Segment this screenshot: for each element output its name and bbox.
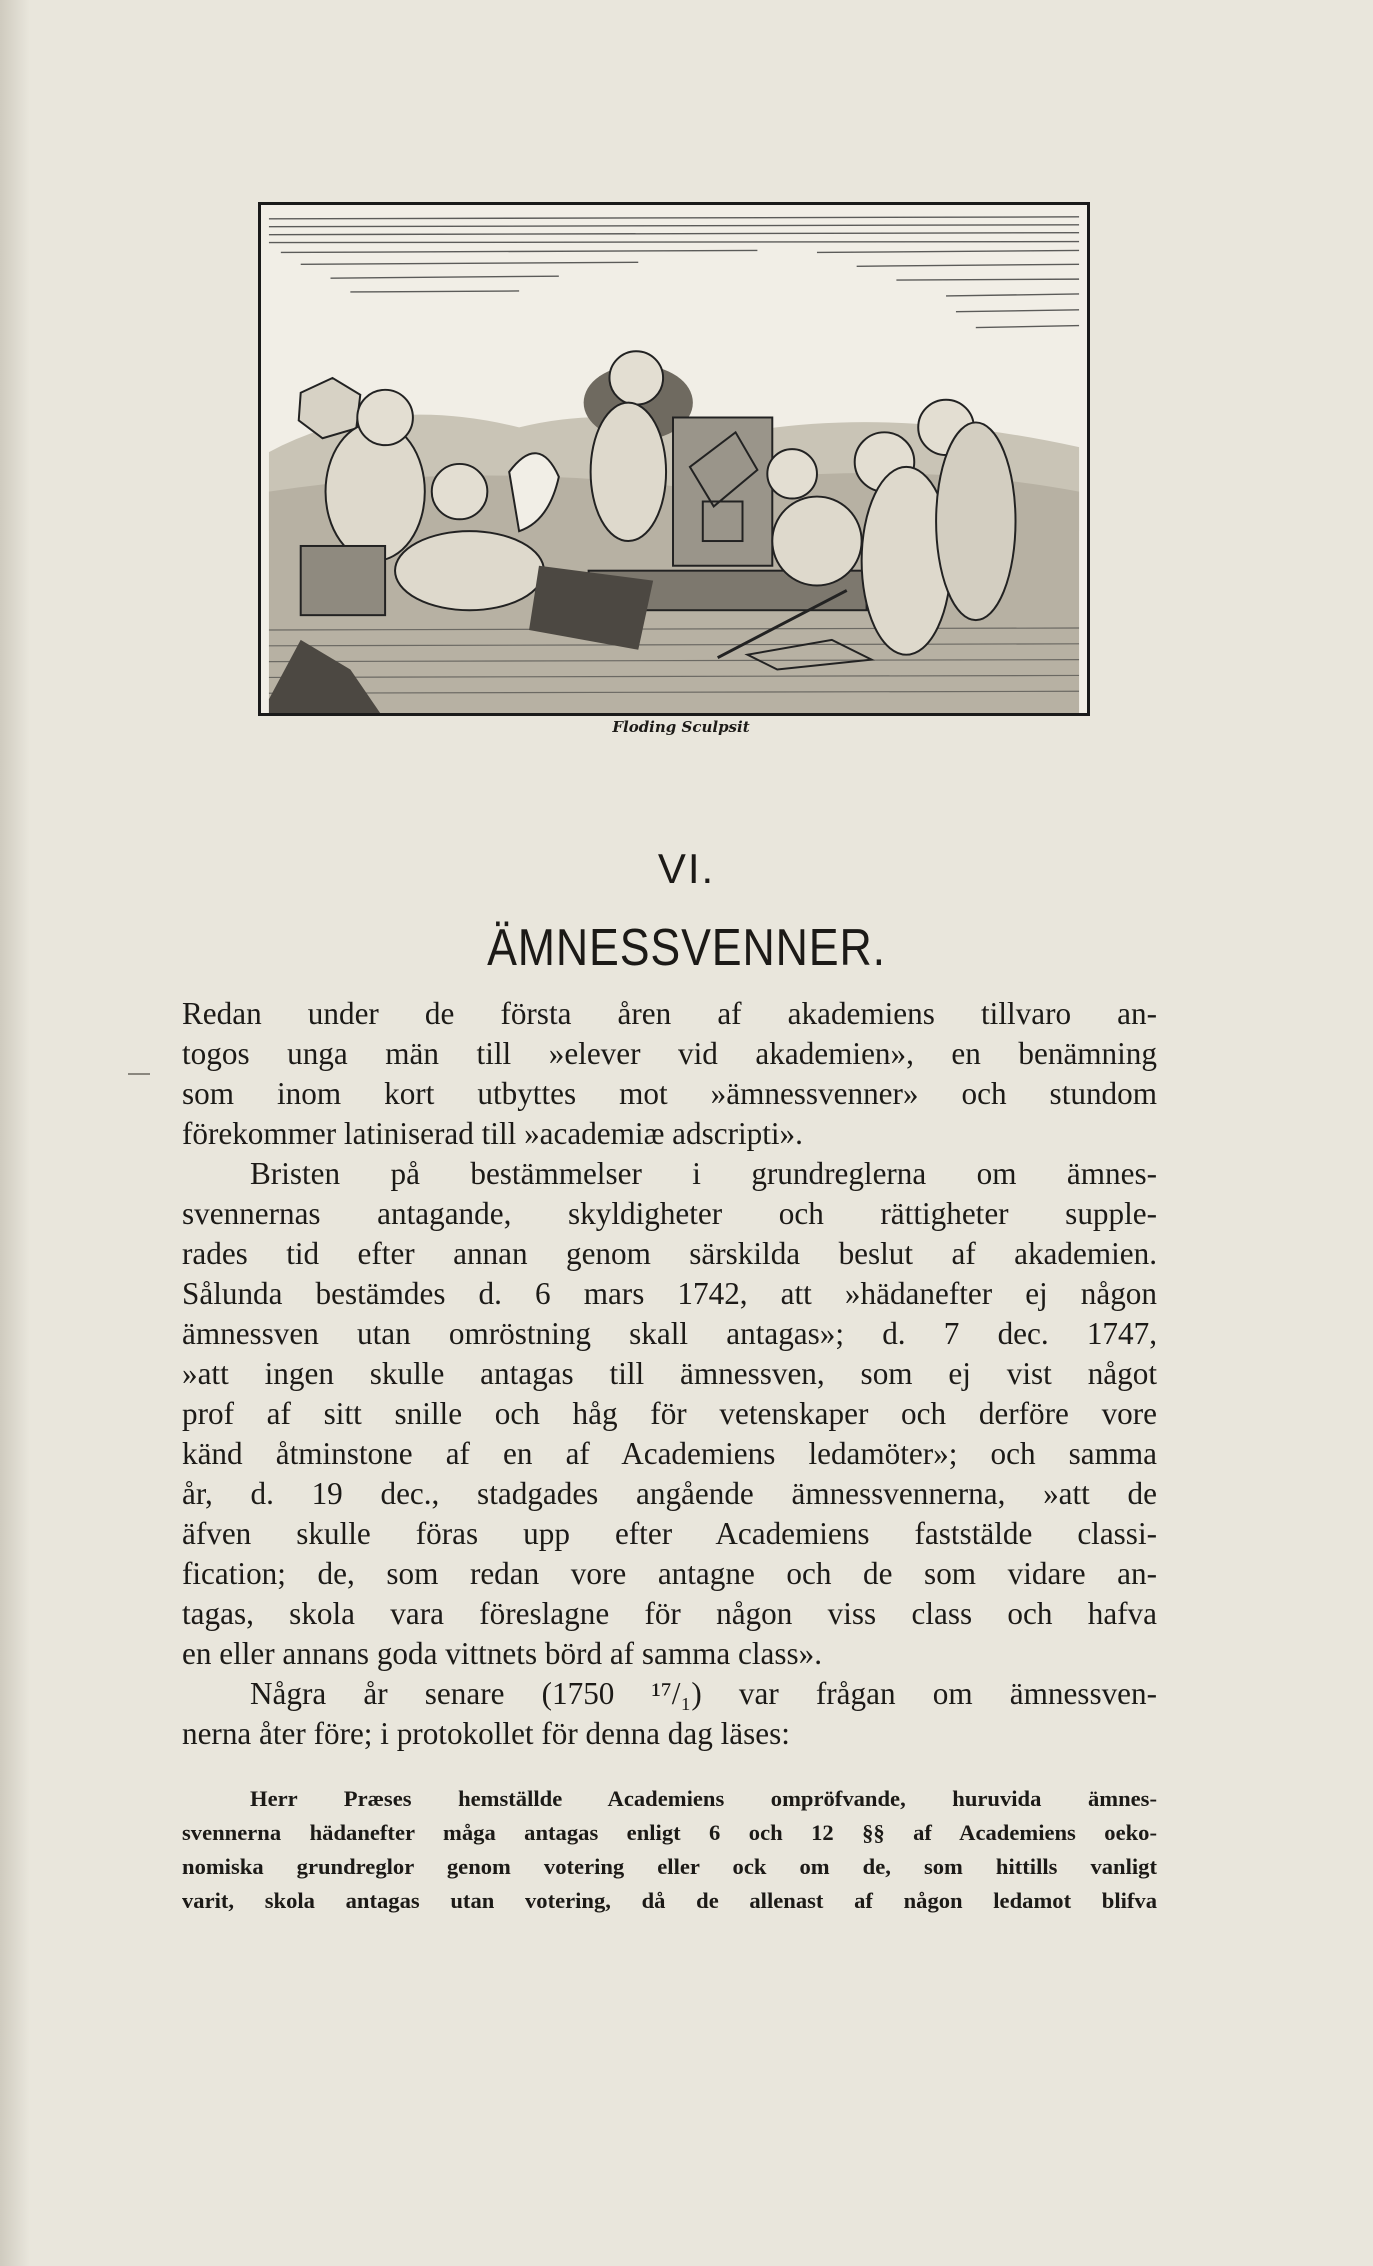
text-line: förekommer latiniserad till »academiæ adscripti». — [182, 1116, 803, 1151]
quote-line: varit, skola antagas utan votering, då de allenast af någon ledamot blifva — [182, 1888, 1157, 1913]
text-line: Några år senare (1750 ¹⁷/₁) var frågan om ämnessven- — [250, 1676, 1157, 1711]
quote-line: svennerna hädanefter måga antagas enligt 6 och 12 §§ af Academiens oeko- — [182, 1820, 1157, 1845]
engraver-signature: Floding Sculpsit — [612, 718, 750, 736]
engraving-illustration-icon — [261, 205, 1087, 713]
text-line: en eller annans goda vittnets börd af samma class». — [182, 1636, 823, 1671]
text-line: tagas, skola vara föreslagne för någon viss class och hafva — [182, 1596, 1157, 1631]
text-line: Bristen på bestämmelser i grundreglerna om ämnes- — [250, 1156, 1157, 1191]
text-line: år, d. 19 dec., stadgades angående ämnessvennerna, »att de — [182, 1476, 1157, 1511]
quote-line: nomiska grundreglor genom votering eller ock om de, som hittills vanligt — [182, 1854, 1157, 1879]
protocol-quote — [182, 1782, 1157, 1918]
text-line: Sålunda bestämdes d. 6 mars 1742, att »hädanefter ej någon — [182, 1276, 1157, 1311]
chapter-number: VI. — [657, 845, 716, 892]
engraving-illustration — [258, 202, 1090, 716]
text-line: prof af sitt snille och håg för vetenskaper och derföre vore — [182, 1396, 1157, 1431]
margin-mark — [128, 1073, 150, 1075]
page-edge-shadow — [0, 0, 30, 2266]
text-line: Redan under de första åren af akademiens tillvaro an- — [182, 996, 1157, 1031]
chapter-title: ÄMNESSVENNER. — [487, 919, 886, 977]
text-line: äfven skulle föras upp efter Academiens faststälde classi- — [182, 1516, 1157, 1551]
text-line: rades tid efter annan genom särskilda beslut af akademien. — [182, 1236, 1157, 1271]
text-line: ämnessven utan omröstning skall antagas»; d. 7 dec. 1747, — [182, 1316, 1157, 1351]
text-line: fication; de, som redan vore antagne och de som vidare an- — [182, 1556, 1157, 1591]
quote-line: Herr Præses hemställde Academiens ompröfvande, huruvida ämnes- — [250, 1786, 1157, 1811]
text-line: svennernas antagande, skyldigheter och rättigheter supple- — [182, 1196, 1157, 1231]
text-line: känd åtminstone af en af Academiens ledamöter»; och samma — [182, 1436, 1157, 1471]
text-line: »att ingen skulle antagas till ämnessven, som ej vist något — [182, 1356, 1157, 1391]
text-line: nerna åter före; i protokollet för denna dag läses: — [182, 1716, 790, 1751]
body-text — [182, 994, 1157, 1754]
text-line: togos unga män till »elever vid akademien», en benämning — [182, 1036, 1157, 1071]
text-line: som inom kort utbyttes mot »ämnessvenner» och stundom — [182, 1076, 1157, 1111]
